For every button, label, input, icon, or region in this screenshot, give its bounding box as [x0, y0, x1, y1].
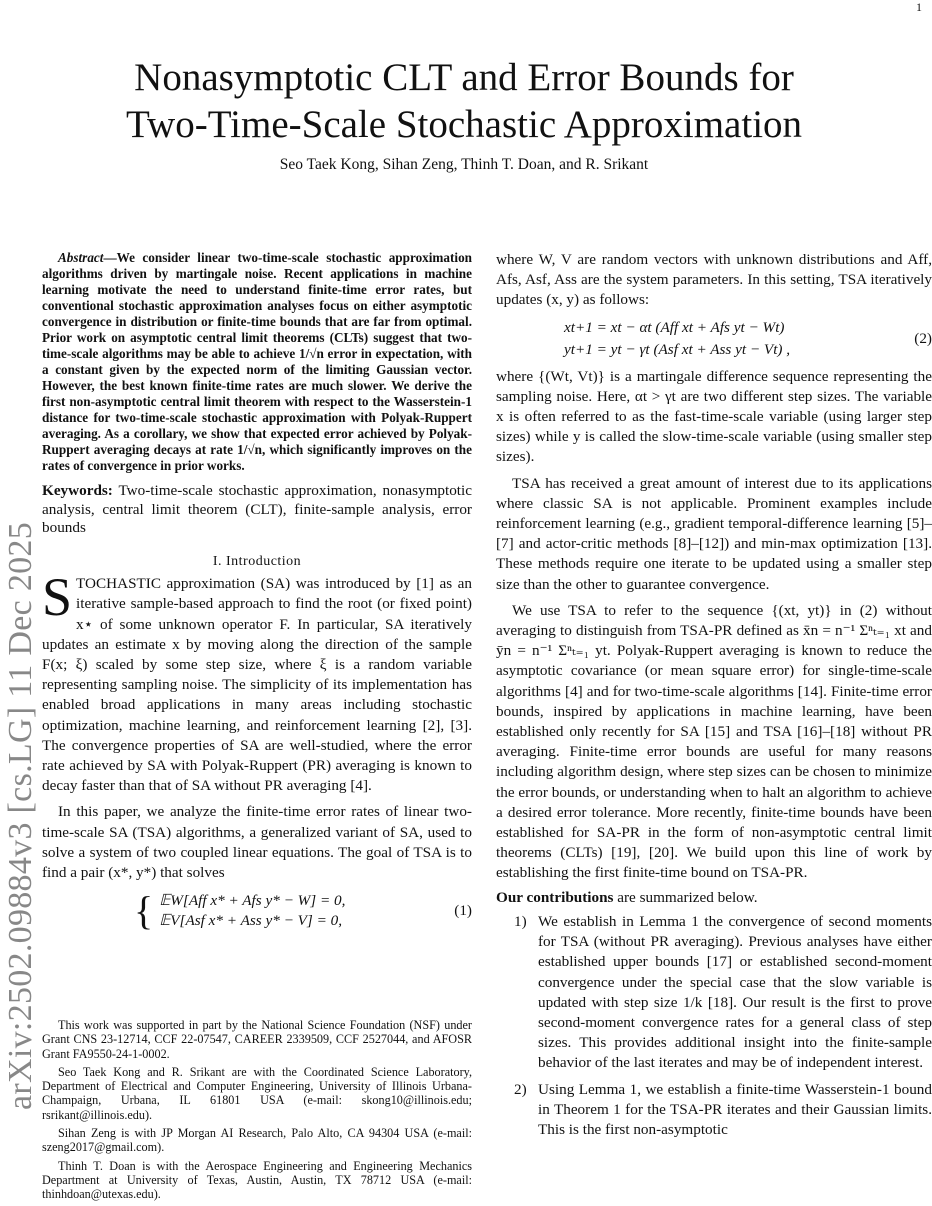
intro-paragraph-2: In this paper, we analyze the finite-time error rates of linear two-time-scale SA (TSA) algorithms, a generalized variant of SA, used to solve a system of two coupled linear equations. The goal of TSA is to find a pair (x*, y*) that solves	[42, 803, 472, 881]
title-line-2: Two-Time-Scale Stochastic Approximation	[125, 103, 803, 146]
footnote-funding: This work was supported in part by the National Science Foundation (NSF) under Grant CNS 23-12714, CCF 22-07547, CAREER 2339509, CCF 2527044, and AFOSR Grant FA9550-24-1-0002.	[42, 1018, 472, 1061]
intro-paragraph-1-text: TOCHASTIC approximation (SA) was introduced by [1] as an iterative sample-based approach to find the root (or fixed point) x⋆ of some unknown operator F. In particular, SA iteratively updates an estimate x by moving along the direction of the sample F(x; ξ) scaled by some step size, where ξ is a random variable representing sampling noise. The simplicity of its implementation has enabled broad applications in many areas including stochastic optimization, machine learning, and reinforcement learning [2], [3]. The convergence properties of SA are well-studied, where the error rate achieved by SA with Polyak-Ruppert (PR) averaging is known to decay faster than that of SA without PR averaging [4].	[42, 575, 472, 795]
equation-brace: {	[134, 888, 154, 934]
footnote-affiliation-2: Sihan Zeng is with JP Morgan AI Research, Palo Alto, CA 94304 USA (e-mail: szeng2017@gmail.com).	[42, 1126, 472, 1155]
paragraph-martingale-noise: where {(Wt, Vt)} is a martingale difference sequence representing the sampling noise. Here, αt > γt are two different step sizes. The variable x is often referred to as the fast-time-scale variable (using larger step sizes) while y is called the slow-time-scale variable (using smaller step sizes).	[496, 367, 932, 466]
abstract-dash: —	[103, 250, 117, 265]
footnotes	[42, 1018, 472, 1206]
list-item	[496, 912, 932, 1074]
list-item-text: We establish in Lemma 1 the convergence of second moments for TSA (without PR averaging). Previous analyses have either established upper bounds [17] or established second-moment convergence under the special case that the slow variable is updated with step size 1/k [18]. Our result is the first to prove second-moment convergence rates for a general class of step sizes. This provides additional insight into the finite-sample behavior of the last iterates and may be of independent interest.	[538, 912, 932, 1072]
intro-paragraph-1	[42, 567, 472, 796]
equation-2-line-2: yt+1 = yt − γt (Asf xt + Ass yt − Vt) ,	[564, 340, 791, 358]
equation-1-line-2: 𝔼V[Asf x* + Ass y* − V] = 0,	[159, 912, 343, 930]
abstract	[42, 250, 472, 474]
keywords-text: Two-time-scale stochastic approximation, nonasymptotic analysis, central limit theorem (CLT), finite-sample analysis, error bounds	[42, 482, 472, 537]
equation-1-line-1: 𝔼W[Aff x* + Afs y* − W] = 0,	[159, 892, 346, 910]
keywords-label: Keywords:	[42, 482, 113, 499]
contributions-label: Our contributions	[496, 888, 614, 906]
list-item	[496, 1080, 932, 1141]
paragraph-system-parameters: where W, V are random vectors with unknown distributions and Aff, Afs, Asf, Ass are the system parameters. In this setting, TSA iteratively updates (x, y) as follows:	[496, 251, 932, 309]
equation-2-number: (2)	[914, 329, 932, 347]
paragraph-tsa-pr: We use TSA to refer to the sequence {(xt, yt)} in (2) without averaging to distinguish from TSA-PR defined as x̄n = n⁻¹ Σⁿₜ₌₁ xt and ȳn = n⁻¹ Σⁿₜ₌₁ yt. Polyak-Ruppert averaging is known to reduce the asymptotic covariance (or mean square error) for single-time-scale algorithms [4] and for two-time-scale algorithms [14]. Finite-time error bounds, inspired by applications in machine learning, have been established only recently for SA [15] and TSA [16]–[18] without PR averaging. Finite-time error bounds are useful for many reasons including algorithm design, where step sizes can be chosen to minimize the error bounds, or understanding when to halt an algorithm to achieve a desired error tolerance. More recently, finite-time bounds have been established for SA-PR in the form of non-asymptotic central limit theorems (CLTs) [19], [20]. We build upon this line of work by establishing the first finite-time bound on TSA-PR.	[496, 601, 932, 882]
section-heading-introduction: I. Introduction	[212, 554, 302, 570]
paragraph-applications: TSA has received a great amount of interest due to its applications where classic SA is not applicable. Prominent examples include reinforcement learning (e.g., gradient temporal-difference learning [5]–[7] and actor-critic methods [8]–[12]) and min-max optimization [13]. These methods require one iterate to be updated using a smaller step size than the other to guarantee convergence.	[496, 474, 932, 593]
contributions-list	[496, 912, 932, 1140]
drop-cap: S	[42, 567, 73, 628]
list-item-number: 2)	[514, 1080, 527, 1098]
footnote-affiliation-1: Seo Taek Kong and R. Srikant are with the Coordinated Science Laboratory, Department of Electrical and Computer Engineering, University of Illinois Urbana-Champaign, Urbana, IL 61801 USA (e-mail: skong10@illinois.edu; rsrikant@illinois.edu).	[42, 1064, 472, 1122]
keywords	[42, 482, 472, 538]
abstract-label: Abstract	[58, 250, 104, 265]
author-list: Seo Taek Kong, Sihan Zeng, Thinh T. Doan, and R. Srikant	[279, 156, 649, 173]
left-column	[42, 250, 472, 934]
list-item-text: Using Lemma 1, we establish a finite-time Wasserstein-1 bound in Theorem 1 for the TSA-PR iterates and their Gaussian limits. This is the first non-asymptotic	[538, 1080, 932, 1138]
contributions-intro-text: are summarized below.	[617, 888, 758, 906]
list-item-number: 1)	[514, 912, 527, 930]
title-line-1: Nonasymptotic CLT and Error Bounds for	[134, 56, 794, 99]
footnote-affiliation-3: Thinh T. Doan is with the Aerospace Engineering and Engineering Mechanics Department at University of Texas, Austin, Austin, TX 78712 USA (e-mail: thinhdoan@utexas.edu).	[42, 1158, 472, 1202]
contributions-intro	[496, 888, 932, 908]
page-number: 1	[916, 0, 922, 14]
equation-1-number: (1)	[454, 902, 472, 920]
paper-title	[60, 54, 868, 148]
right-column	[496, 250, 932, 1146]
equation-2	[496, 317, 932, 361]
arxiv-identifier-text: arXiv:2502.09884v3 [cs.LG] 11 Dec 2025	[2, 521, 39, 1110]
abstract-text: We consider linear two-time-scale stochastic approximation algorithms driven by martingale noise. Recent applications in machine learning motivate the need to understand finite-time error rates, but conventional stochastic approximation analyses focus on either asymptotic convergence in distribution or finite-time bounds that are far from optimal. Prior work on asymptotic central limit theorems (CLTs) suggest that two-time-scale algorithms may be able to achieve 1/√n error in expectation, with a constant given by the expected norm of the limiting Gaussian vector. However, the best known finite-time rates are much slower. We derive the first non-asymptotic central limit theorem with respect to the Wasserstein-1 distance for two-time-scale stochastic approximation with Polyak-Ruppert averaging. As a corollary, we show that expected error achieved by Polyak-Ruppert averaging decays at rate 1/√n, which significantly improves on the rates of convergence in prior works.	[42, 250, 472, 473]
equation-1	[42, 888, 472, 934]
equation-2-line-1: xt+1 = xt − αt (Aff xt + Afs yt − Wt)	[564, 318, 785, 336]
